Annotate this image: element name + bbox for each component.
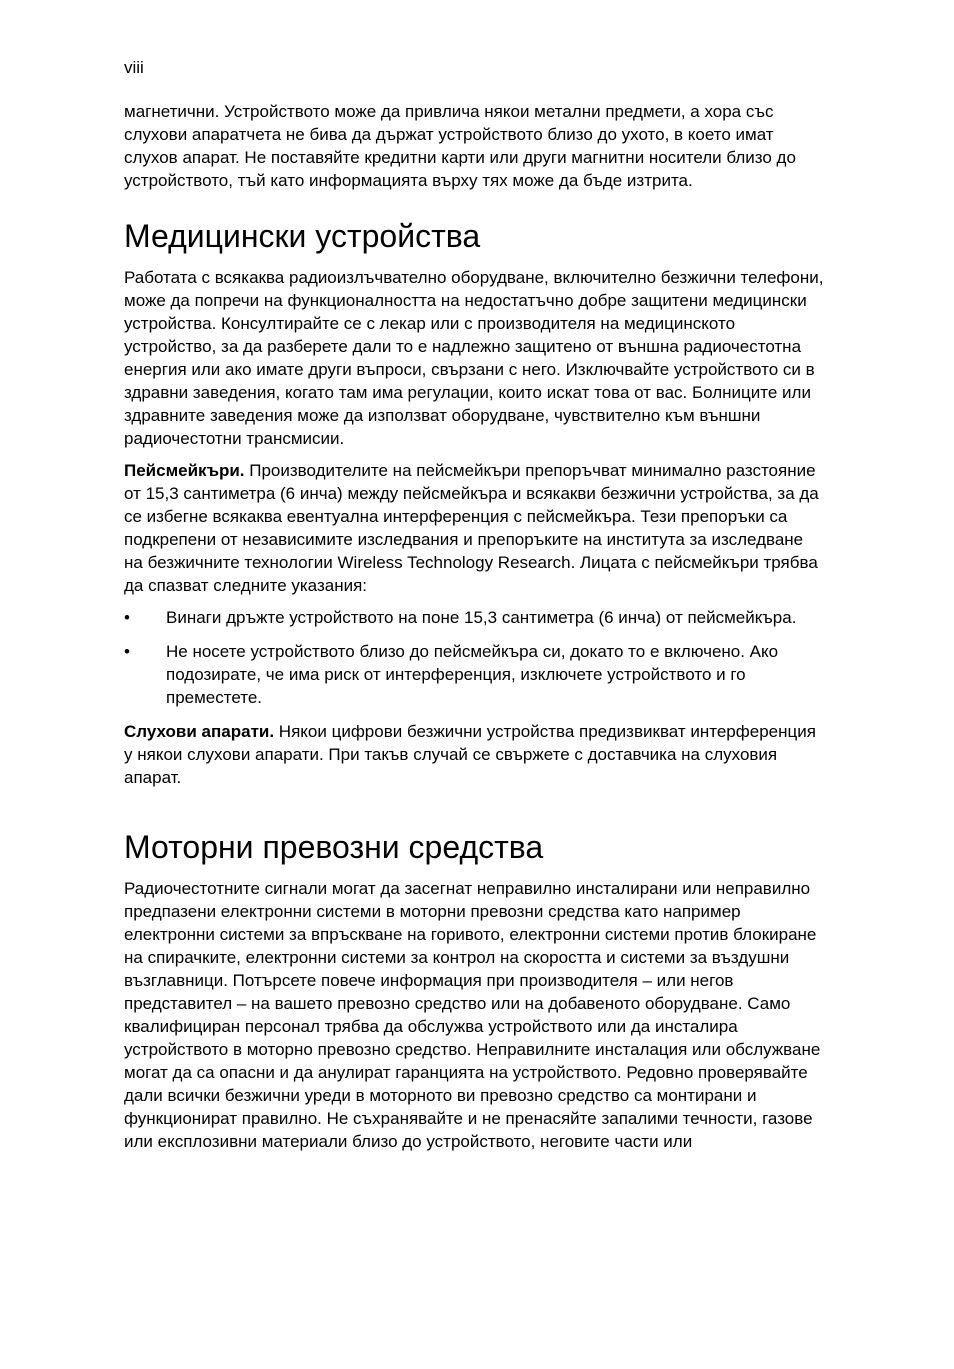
section-heading-medical: Медицински устройства <box>124 218 481 254</box>
list-item <box>124 640 824 709</box>
pacemakers-paragraph <box>124 459 824 597</box>
list-item-text: Не носете устройството близо до пейсмейкъра си, докато то е включено. Ако подозирате, че има риск от интерференция, изключете устройството и го преместете. <box>166 642 779 707</box>
hearing-aids-text: Някои цифрови безжични устройства предизвикват интерференция у някои слухови апарати. При такъв случай се свържете с доставчика на слуховия апарат. <box>124 722 816 787</box>
section-heading-vehicles: Моторни превозни средства <box>124 829 544 865</box>
bullet-icon: • <box>124 642 130 661</box>
page-number: viii <box>124 58 144 77</box>
pacemakers-label: Пейсмейкъри. <box>124 461 245 480</box>
vehicles-paragraph: Радиочестотните сигнали могат да засегнат неправилно инсталирани или неправилно предпазени електронни системи в моторни превозни средства като например електронни системи за впръскване на горивото, електронни системи против блокиране на спирачките, електронни системи за контрол на скоростта и системи за въздушни възглавници. Потърсете повече информация при производителя – или негов представител – на вашето превозно средство или на добавеното оборудване. Само квалифициран персонал трябва да обслужва устройството или да инсталира устройството в моторно превозно средство. Неправилните инсталация или обслужване могат да са опасни и да анулират гаранцията на устройството. Редовно проверявайте дали всички безжични уреди в моторното ви превозно средство са монтирани и функционират правилно. Не съхранявайте и не пренасяйте запалими течности, газове или експлозивни материали близо до устройството, неговите части или <box>124 879 821 1151</box>
hearing-aids-paragraph <box>124 720 824 789</box>
intro-paragraph: магнетични. Устройството може да привлича някои метални предмети, а хора със слухови апаратчета не бива да държат устройството близо до ухото, в което имат слухов апарат. Не поставяйте кредитни карти или други магнитни носители близо до устройството, тъй като информацията върху тях може да бъде изтрита. <box>124 102 796 190</box>
list-item-text: Винаги дръжте устройството на поне 15,3 сантиметра (6 инча) от пейсмейкъра. <box>166 608 797 627</box>
hearing-aids-label: Слухови апарати. <box>124 722 275 741</box>
document-page <box>124 56 824 1162</box>
medical-paragraph: Работата с всякаква радиоизлъчвателно оборудване, включително безжични телефони, може да попречи на функционалността на недостатъчно добре защитени медицински устройства. Консултирайте се с лекар или с производителя на медицинското устройство, за да разберете дали то е надлежно защитено от външна радиочестотна енергия или ако имате други въпроси, свързани с него. Изключвайте устройството си в здравни заведения, когато там има регулации, които искат това от вас. Болниците или здравните заведения може да използват оборудване, чувствително към външни радиочестотни трансмисии. <box>124 268 824 448</box>
list-item <box>124 606 824 629</box>
bullet-icon: • <box>124 608 130 627</box>
pacemaker-guidelines-list <box>124 606 824 709</box>
pacemakers-text: Производителите на пейсмейкъри препоръчват минимално разстояние от 15,3 сантиметра (6 инча) между пейсмейкъра и всякакви безжични устройства, за да се избегне всякаква евентуална интерференция с пейсмейкъра. Тези препоръки са подкрепени от независимите изследвания и препоръките на института за изследване на безжичните технологии Wireless Technology Research. Лицата с пейсмейкъри трябва да спазват следните указания: <box>124 461 819 595</box>
